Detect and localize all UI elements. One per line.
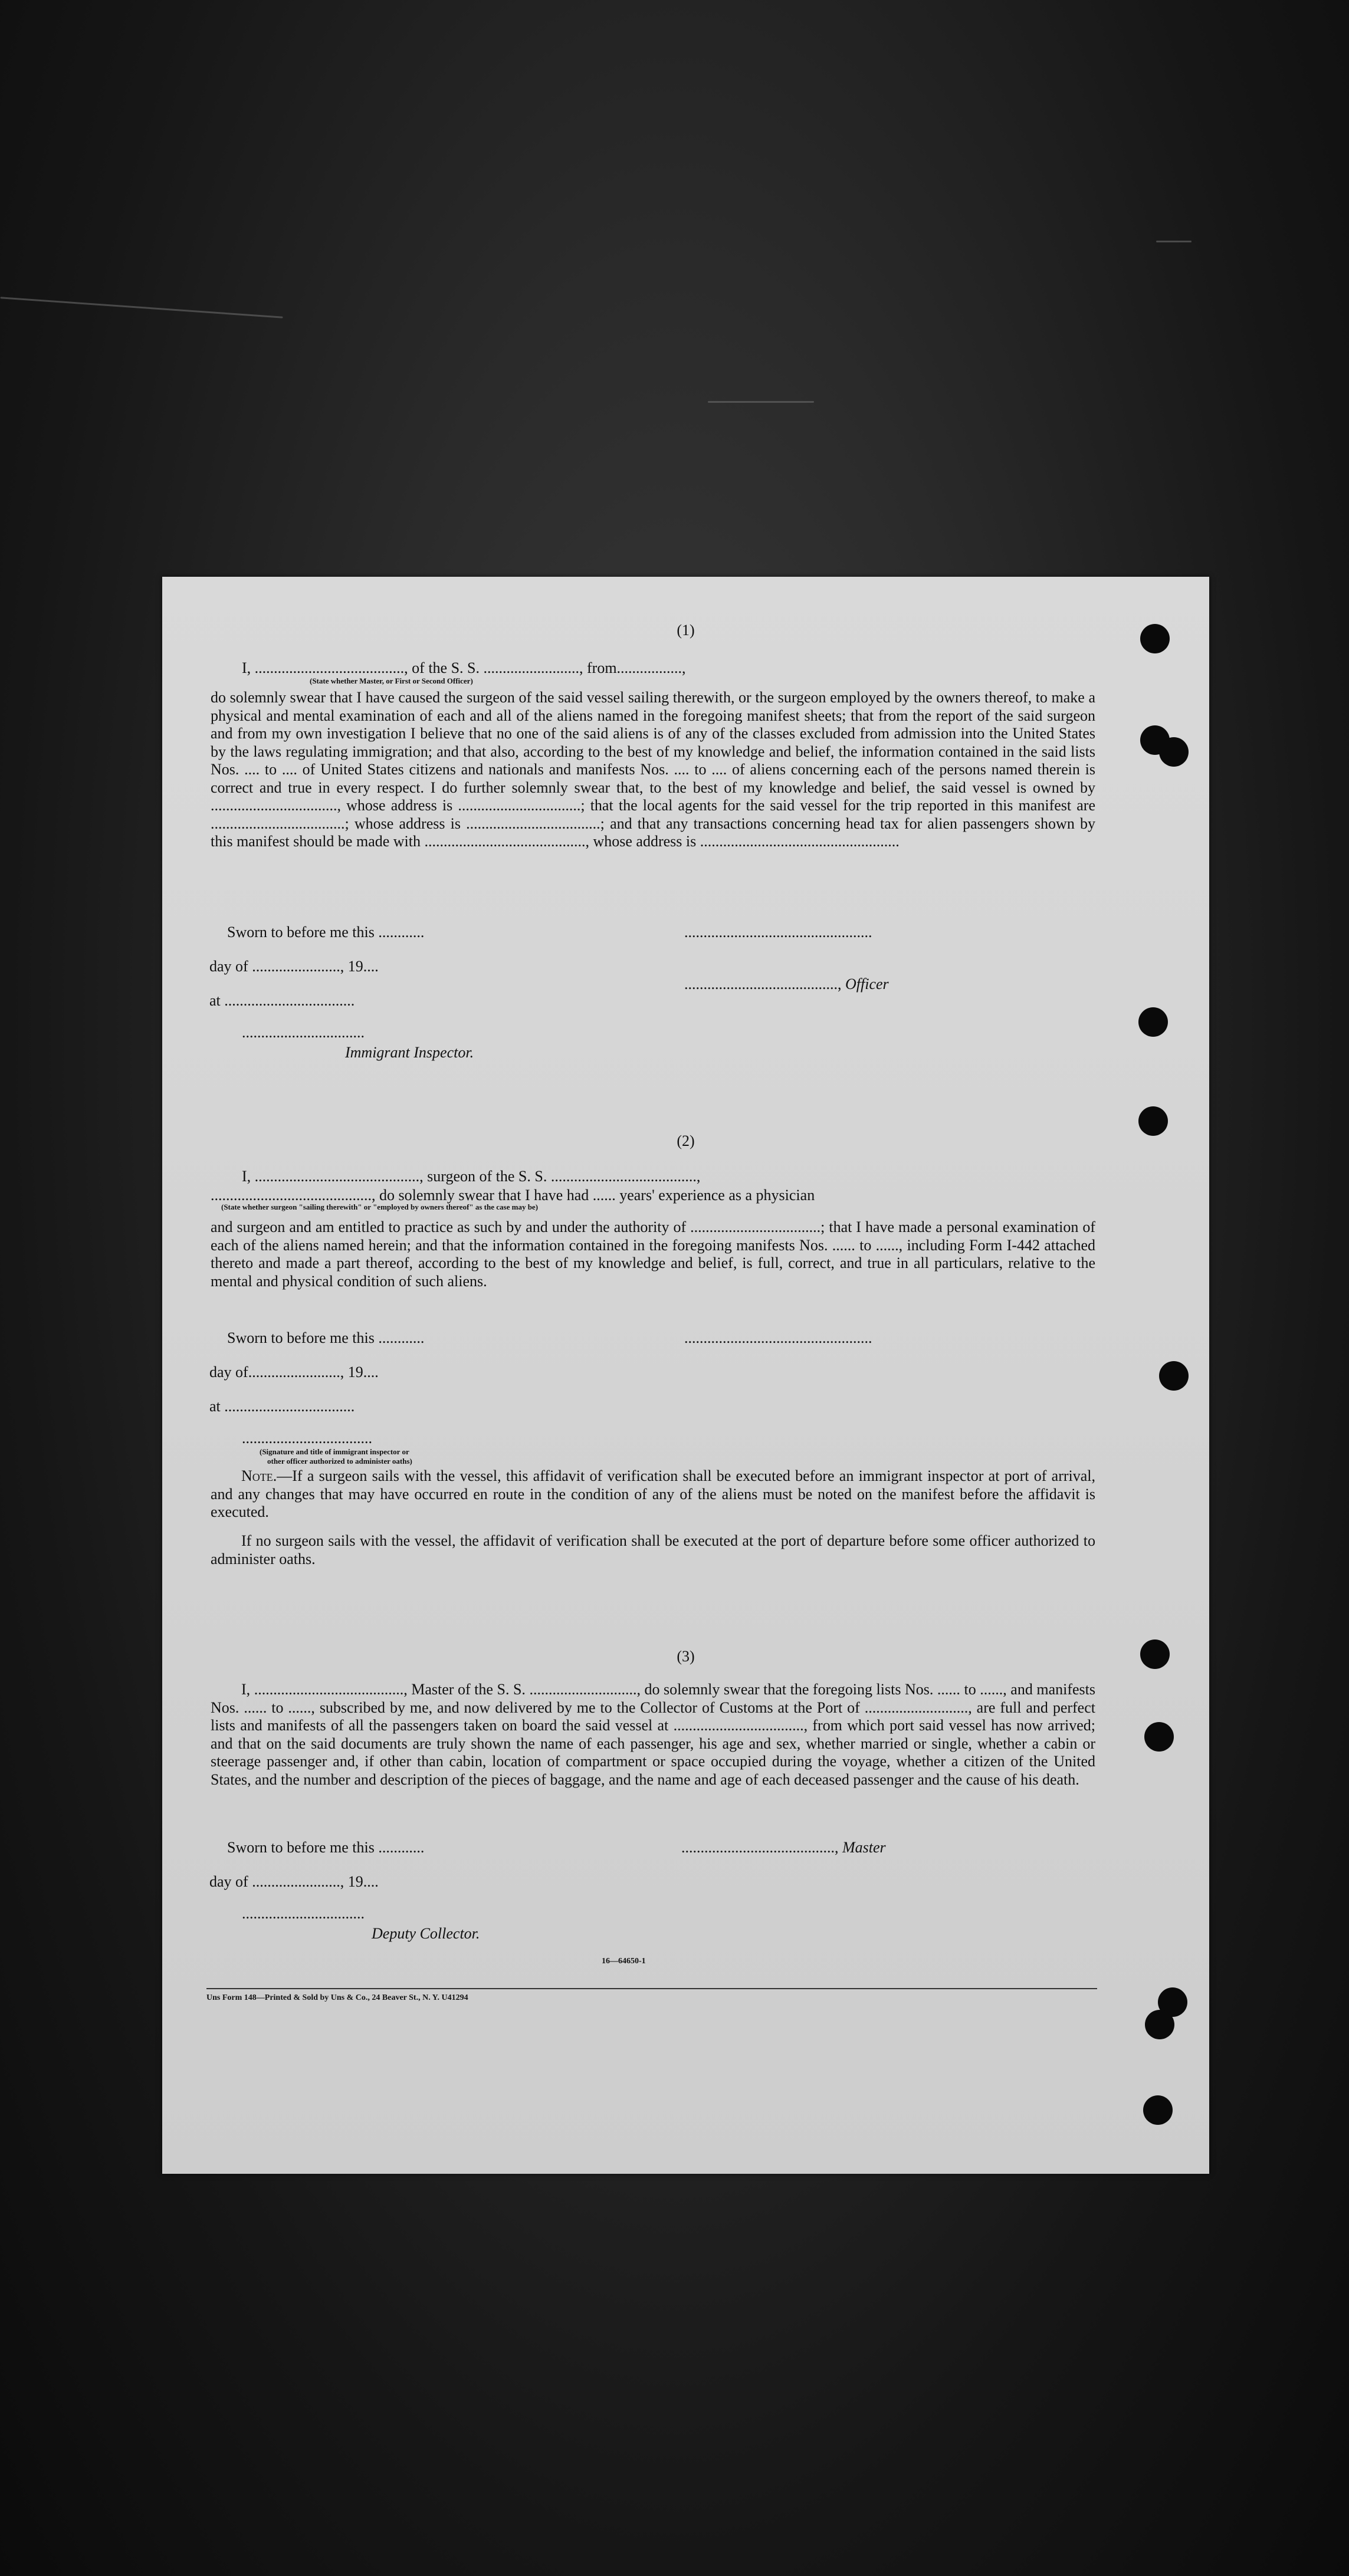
officer-dots: ........................................, [684, 975, 842, 993]
punch-hole [1143, 2095, 1173, 2125]
scan-artifact [1156, 241, 1192, 242]
officer-label: Officer [845, 975, 889, 993]
punch-hole [1145, 2010, 1174, 2039]
master-dots: ........................................, [681, 1839, 839, 1856]
section-3-day: day of ......................., 19.... [209, 1873, 379, 1890]
footer-rule [206, 1988, 1097, 1989]
section-2-note-2: If no surgeon sails with the vessel, the affidavit of verification shall be executed at the port of departure before some officer authorized to administer oaths. [211, 1532, 1095, 1568]
section-2-at: at .................................. [209, 1398, 355, 1415]
section-2-opening-line: I, ..........................................., surgeon of the S. S. ......................................, [242, 1168, 701, 1185]
form-code: 16—64650-1 [602, 1957, 646, 1966]
section-2-second-line: .........................................., do solemnly swear that I have had ...... years' experience as a physician [211, 1187, 815, 1204]
section-2-signature-line: .................................. [242, 1430, 372, 1447]
section-3-collector-dots: ................................ [242, 1905, 365, 1922]
punch-hole [1159, 1361, 1189, 1391]
section-1-inspector-label: Immigrant Inspector. [345, 1044, 474, 1061]
section-3-collector-label: Deputy Collector. [372, 1925, 480, 1942]
punch-hole [1144, 1722, 1174, 1752]
section-2-body: and surgeon and am entitled to practice as such by and under the authority of ..................................; that I have made a personal examination of each of the aliens named herein; and that the information contained in the foregoing manifests Nos. ...... to ......, including Form I-442 attached thereto and made a part thereof, according to the best of my knowledge and belief, is full, correct, and true in all particulars, relative to the mental and physical condition of such aliens. [211, 1218, 1095, 1290]
section-1-officer-note: (State whether Master, or First or Second Officer) [310, 676, 473, 685]
section-2-signature-note-1: (Signature and title of immigrant inspector or [260, 1447, 409, 1456]
section-3-master-dots [681, 1839, 886, 1857]
section-1-day: day of ......................., 19.... [209, 958, 379, 975]
section-1-officer-dots [684, 975, 889, 993]
scan-artifact [708, 401, 814, 403]
punch-hole [1138, 1007, 1168, 1037]
section-2-surgeon-note: (State whether surgeon "sailing therewith" or "employed by owners thereof" as the case may be) [221, 1202, 539, 1211]
document-page [162, 577, 1209, 2174]
master-label: Master [842, 1839, 886, 1856]
section-1-number: (1) [677, 622, 695, 639]
section-2-sworn: Sworn to before me this ............ [227, 1329, 425, 1346]
section-3-sworn: Sworn to before me this ............ [227, 1839, 425, 1856]
section-2-note [211, 1467, 1095, 1526]
section-2-number: (2) [677, 1132, 695, 1149]
note-label: Note. [241, 1467, 277, 1484]
section-1-sworn: Sworn to before me this ............ [227, 924, 425, 941]
section-1-at: at .................................. [209, 992, 355, 1009]
section-2-signature-dots: ................................................. [684, 1329, 872, 1346]
section-1-inspector-dots: ................................ [242, 1024, 365, 1041]
section-3-body: I, ......................................., Master of the S. S. ............................, do solemnly swear that the foregoing lists Nos. ...... to ......, and manifests Nos. ...... to ......, subscribed by me, and now delivered by me to the Collector of Customs at the Port of ..........................., are full and perfect lists and manifests of all the passengers taken on board the said vessel at .................................., from which port said vessel has now arrived; and that on the said documents are truly shown the name of each passenger, his age and sex, whether married or single, whether a cabin or steerage passenger and, if other than cabin, location of compartment or space occupied during the voyage, whether a citizen of the United States, and the number and description of the pieces of baggage, and the name and age of each deceased passenger and the cause of his death. [211, 1681, 1095, 1788]
punch-hole [1159, 737, 1189, 767]
section-2-signature-note-2: other officer authorized to administer oaths) [267, 1457, 412, 1466]
printer-footer: Uns Form 148—Printed & Sold by Uns & Co., 24 Beaver St., N. Y. U41294 [206, 1993, 468, 2002]
section-2-day: day of........................, 19.... [209, 1363, 379, 1381]
section-1-opening-line: I, ......................................., of the S. S. ........................., from................., [242, 659, 686, 676]
punch-hole [1138, 1106, 1168, 1136]
section-1-body: do solemnly swear that I have caused the surgeon of the said vessel sailing therewith, or the surgeon employed by the owners thereof, to make a physical and mental examination of each and all of the aliens named in the foregoing manifest sheets; that from the report of the said surgeon and from my own investigation I believe that no one of the said aliens is of any of the classes excluded from admission into the United States by the laws regulating immigration; and that also, according to the best of my knowledge and belief, the information contained in the said lists Nos. .... to .... of United States citizens and nationals and manifests Nos. .... to .... of aliens concerning each of the persons named therein is correct and true in every respect. I do further solemnly swear that, to the best of my knowledge and belief, the said vessel is owned by ................................., whose address is ................................; that the local agents for the said vessel for the trip reported in this manifest are ...................................; whose address is ...................................; and that any transactions concerning head tax for alien passengers shown by this manifest should be made with .........................................., whose address is .................................................... [211, 689, 1095, 850]
section-1-signature-dots: ................................................. [684, 924, 872, 941]
section-3-number: (3) [677, 1648, 695, 1665]
note-text: —If a surgeon sails with the vessel, this affidavit of verification shall be executed before an immigrant inspector at port of arrival, and any changes that may have occurred en route in the condition of any of the aliens must be noted on the manifest before the affidavit is executed. [211, 1467, 1095, 1520]
